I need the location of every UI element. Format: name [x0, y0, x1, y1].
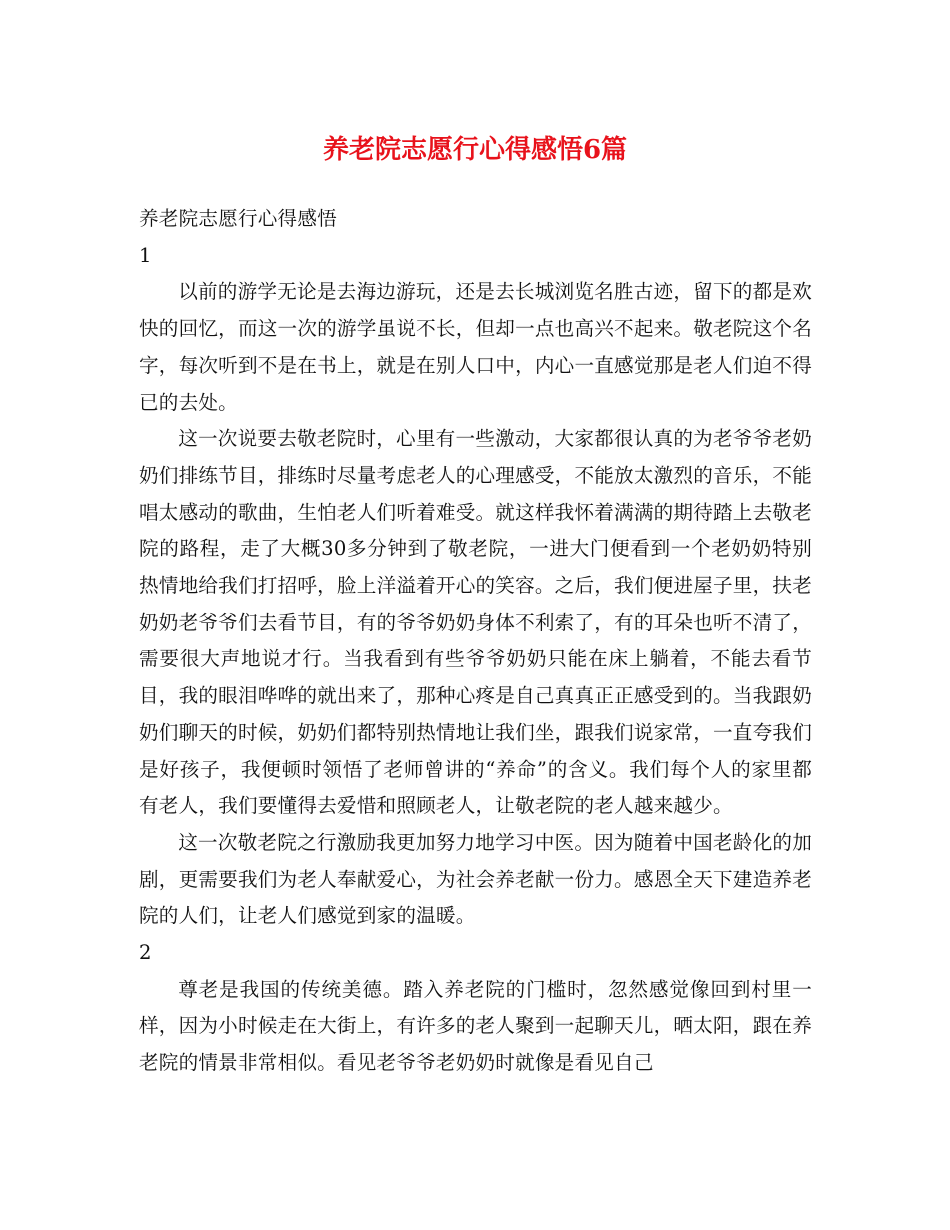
section-number: 2: [139, 941, 152, 965]
paragraph: 尊老是我国的传统美德。踏入养老院的门槛时，忽然感觉像回到村里一样，因为小时候走在大街上，有许多的老人聚到一起聊天儿，晒太阳，跟在养老院的情景非常相似。看见老爷爷老奶奶时就像是看见自己: [139, 977, 812, 1075]
paragraph: 以前的游学无论是去海边游玩，还是去长城浏览名胜古迹，留下的都是欢快的回忆，而这一次的游学虽说不长，但却一点也高兴不起来。敬老院这个名字，每次听到不是在书上，就是在别人口中，内心一直感觉那是老人们迫不得已的去处。: [139, 280, 812, 414]
section-number: 1: [139, 243, 152, 267]
document-subtitle: 养老院志愿行心得感悟: [139, 207, 337, 230]
document-title: 养老院志愿行心得感悟6篇: [322, 135, 628, 165]
paragraph: 这一次敬老院之行激励我更加努力地学习中医。因为随着中国老龄化的加剧，更需要我们为老人奉献爱心，为社会养老献一份力。感恩全天下建造养老院的人们，让老人们感觉到家的温暖。: [139, 830, 812, 928]
paragraph: 这一次说要去敬老院时，心里有一些激动，大家都很认真的为老爷爷老奶奶们排练节目，排练时尽量考虑老人的心理感受，不能放太激烈的音乐，不能唱太感动的歌曲，生怕老人们听着难受。就这样我怀着满满的期待踏上去敬老院的路程，走了大概30多分钟到了敬老院，一进大门便看到一个老奶奶特别热情地给我们打招呼，脸上洋溢着开心的笑容。之后，我们便进屋子里，扶老奶奶老爷爷们去看节目，有的爷爷奶奶身体不利索了，有的耳朵也听不清了，需要很大声地说才行。当我看到有些爷爷奶奶只能在床上躺着，不能去看节目，我的眼泪哗哗的就出来了，那种心疼是自己真真正正感受到的。当我跟奶奶们聊天的时候，奶奶们都特别热情地让我们坐，跟我们说家常，一直夸我们是好孩子，我便顿时领悟了老师曾讲的“养命”的含义。我们每个人的家里都有老人，我们要懂得去爱惜和照顾老人，让敬老院的老人越来越少。: [139, 427, 812, 818]
document-body: [139, 201, 812, 1082]
